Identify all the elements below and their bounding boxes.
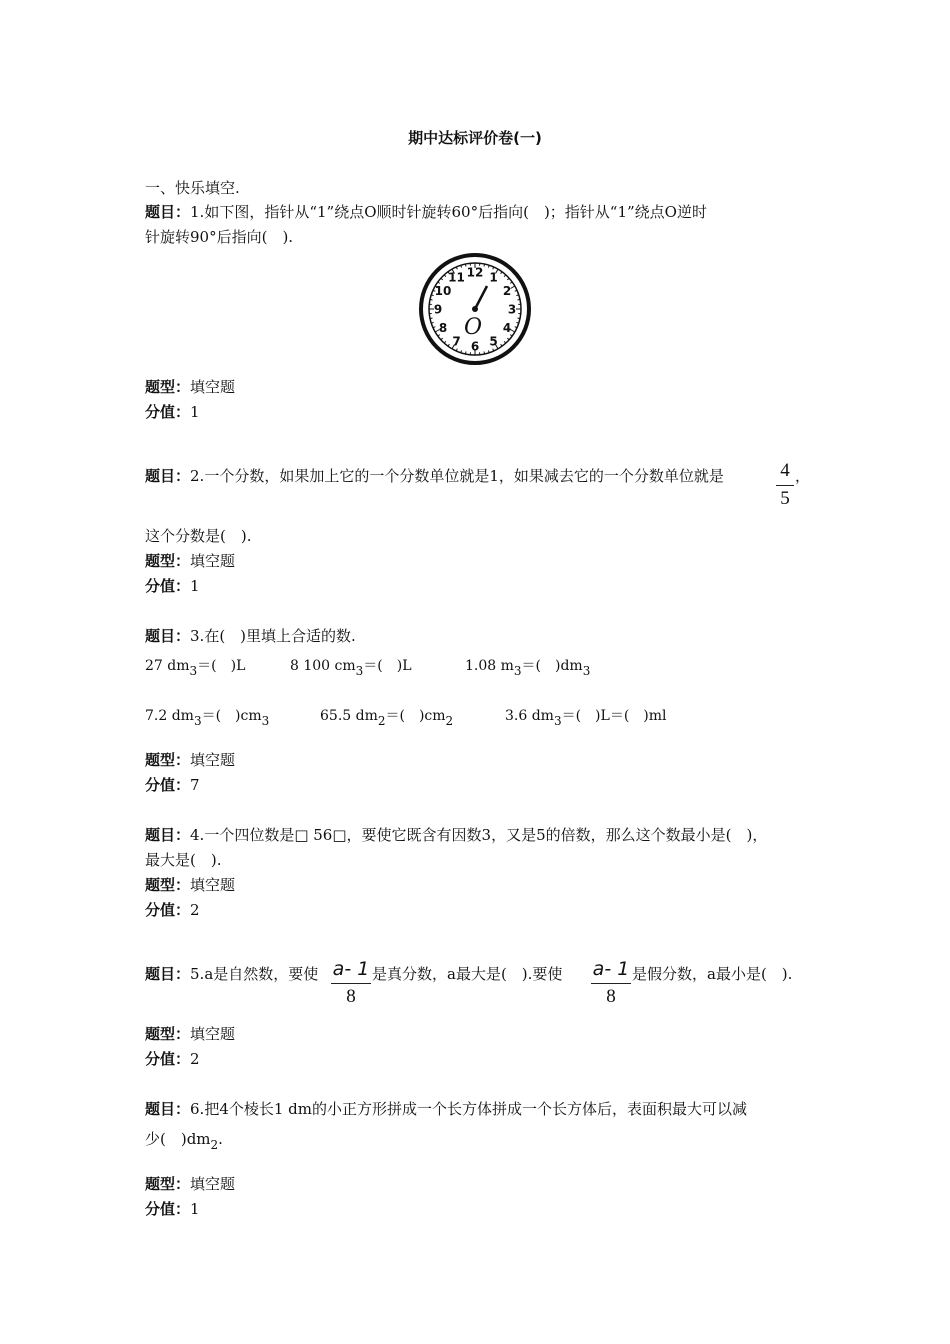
question-label: 题目： [145, 467, 191, 485]
type-label: 题型： [145, 1175, 191, 1193]
type-label: 题型： [145, 751, 191, 769]
question-6-score [145, 1199, 200, 1219]
clock-number-7: 7 [452, 334, 461, 349]
fraction-denominator: 8 [346, 986, 356, 1007]
clock-number-11: 11 [448, 270, 465, 285]
fraction-four-fifths [776, 460, 794, 510]
score-value: 1 [190, 403, 200, 421]
question-6-line-1 [145, 1099, 747, 1119]
score-label: 分值： [145, 776, 191, 794]
question-6-line-2: 少( )$dm_2$. [145, 1130, 223, 1152]
clock-number-10: 10 [434, 284, 452, 298]
question-label: 题目： [145, 627, 191, 645]
type-value: 填空题 [190, 751, 236, 769]
question-label: 题目： [145, 826, 191, 844]
clock-tick [484, 264, 485, 267]
question-5-type [145, 1024, 235, 1044]
score-value: 2 [190, 1050, 200, 1068]
type-label: 题型： [145, 378, 191, 396]
clock-number-4: 4 [502, 321, 512, 335]
question-4-text: 4.一个四位数是□ 56□，要使它既含有因数3，又是5的倍数，那么这个数最小是( )， [190, 826, 768, 844]
score-label: 分值： [145, 1200, 191, 1218]
question-5-score [145, 1049, 200, 1069]
section-heading: 一、快乐填空. [145, 179, 240, 197]
type-value: 填空题 [190, 552, 236, 570]
question-3-score [145, 775, 200, 795]
clock-number-8: 8 [438, 321, 448, 335]
fraction-a-minus-1-over-8 [331, 958, 371, 1008]
type-label: 题型： [145, 876, 191, 894]
clock-center-label: O [463, 315, 483, 340]
clock-number-6: 6 [470, 339, 480, 354]
question-3-line-1 [145, 626, 356, 646]
question-label: 题目： [145, 1100, 191, 1118]
score-value: 2 [190, 901, 200, 919]
question-1-text: 1.如下图，指针从“1”绕点O顺时针旋转60°后指向( )；指针从“1”绕点O逆时 [190, 203, 707, 221]
question-4-score [145, 900, 200, 920]
page-title: 期中达标评价卷(一) [408, 129, 542, 147]
type-label: 题型： [145, 552, 191, 570]
clock-center-dot [472, 306, 478, 312]
clock-number-12: 12 [466, 265, 484, 280]
fraction-numerator: 4 [780, 460, 790, 481]
question-3-text: 3.在( )里填上合适的数. [190, 627, 356, 645]
type-value: 填空题 [190, 1175, 236, 1193]
type-label: 题型： [145, 1025, 191, 1043]
score-label: 分值： [145, 403, 191, 421]
question-3-type [145, 750, 235, 770]
question-2-line-2: 这个分数是( ). [145, 527, 252, 545]
clock-tick [430, 318, 433, 319]
clock-number-5: 5 [489, 334, 498, 349]
fraction-numerator: a- 1 [332, 958, 370, 980]
question-1-line-2: 针旋转90°后指向( ). [145, 228, 294, 246]
question-6-type [145, 1174, 235, 1194]
question-1-score [145, 402, 200, 422]
question-2-line-1 [145, 466, 724, 486]
score-label: 分值： [145, 577, 191, 595]
type-value: 填空题 [190, 378, 236, 396]
fraction-a-minus-1-over-8-second [591, 958, 631, 1008]
clock-figure [418, 252, 532, 366]
question-5-part-2: 是真分数，a最大是( ).要使 [372, 965, 563, 983]
score-value: 1 [190, 577, 200, 595]
clock-number-2: 2 [502, 284, 512, 298]
question-5-text: 5.a是自然数，要使 [190, 965, 319, 983]
question-4-type [145, 875, 235, 895]
fraction-denominator: 8 [606, 986, 616, 1007]
question-label: 题目： [145, 203, 191, 221]
question-2-score [145, 576, 200, 596]
fraction-numerator: a- 1 [592, 958, 630, 980]
type-value: 填空题 [190, 1025, 236, 1043]
question-2-type [145, 551, 235, 571]
clock-tick [484, 352, 485, 355]
clock-number-9: 9 [433, 302, 443, 317]
question-2-text: 2.一个分数，如果加上它的一个分数单位就是1，如果减去它的一个分数单位就是 [190, 467, 724, 485]
score-label: 分值： [145, 901, 191, 919]
score-value: 7 [190, 776, 200, 794]
clock-number-1: 1 [489, 270, 498, 285]
question-1-line-1 [145, 202, 707, 222]
type-value: 填空题 [190, 876, 236, 894]
clock-tick [465, 352, 466, 355]
question-5-part-1 [145, 964, 318, 984]
fraction-denominator: 5 [780, 488, 790, 509]
clock-tick [518, 318, 521, 319]
question-label: 题目： [145, 965, 191, 983]
comma: ， [795, 467, 811, 485]
clock-number-3: 3 [507, 302, 517, 317]
question-1-type [145, 377, 235, 397]
question-4-line-1 [145, 825, 767, 845]
clock-tick [430, 299, 433, 300]
question-5-part-3: 是假分数，a最小是( ). [632, 965, 793, 983]
question-6-text: 6.把4个棱长1 dm的小正方形拼成一个长方体拼成一个长方体后，表面积最大可以减 [190, 1100, 748, 1118]
question-4-line-2: 最大是( ). [145, 851, 222, 869]
clock-tick [518, 299, 521, 300]
score-label: 分值： [145, 1050, 191, 1068]
score-value: 1 [190, 1200, 200, 1218]
